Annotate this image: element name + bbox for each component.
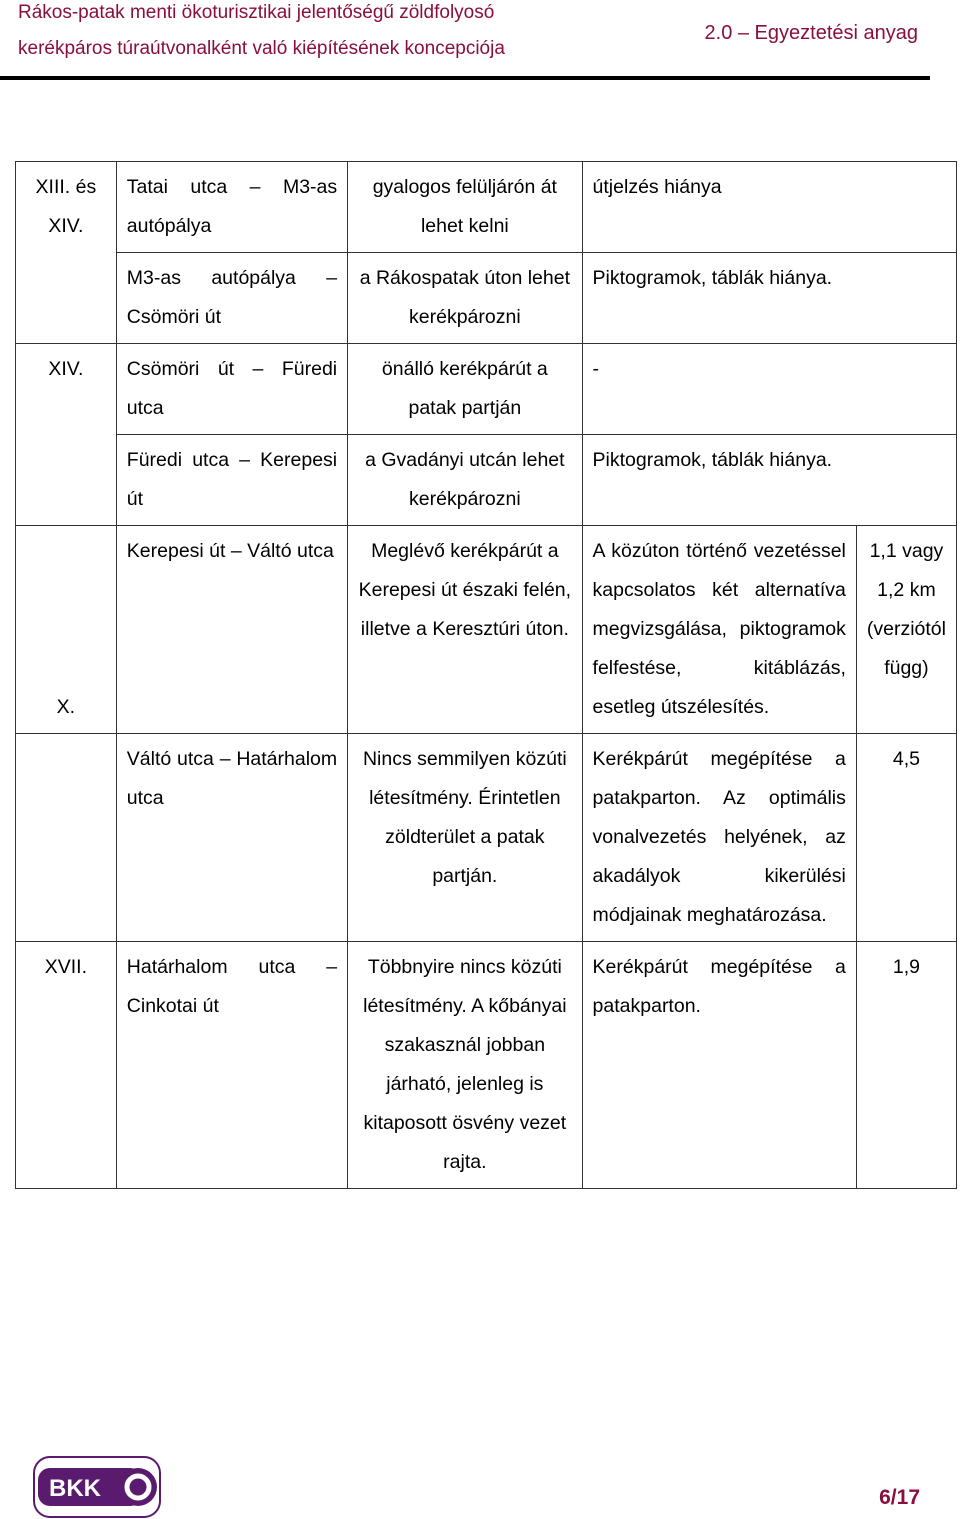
table-row (16, 253, 957, 344)
header-rule (0, 76, 930, 80)
state-cell: Meglévő kerékpárút a Kerepesi út északi felén, illetve a Keresztúri úton. (348, 526, 582, 734)
segment-cell: Váltó utca – Határhalom utca (116, 734, 347, 942)
section-cell: XVII. (16, 942, 117, 1189)
segment-cell: M3-as autópálya – Csömöri út (116, 253, 347, 344)
document-title (18, 0, 505, 62)
task-cell: Kerékpárút megépítése a patakparton. (582, 942, 856, 1189)
table-row (16, 942, 957, 1189)
state-cell: önálló kerékpárút a patak partján (348, 344, 582, 435)
state-cell: a Gvadányi utcán lehet kerékpározni (348, 435, 582, 526)
section-cell: XIII. és XIV. (16, 162, 117, 344)
task-cell: A közúton történő vezetéssel kapcsolatos két alternatíva megvizsgálása, piktogramok felfestése, kitáblázás, esetleg útszélesítés. (582, 526, 856, 734)
section-cell: XIV. (16, 344, 117, 526)
bkk-logo (33, 1456, 161, 1518)
segment-cell: Füredi utca – Kerepesi út (116, 435, 347, 526)
task-cell: Piktogramok, táblák hiánya. (582, 435, 956, 526)
table-row (16, 344, 957, 435)
segment-cell: Csömöri út – Füredi utca (116, 344, 347, 435)
route-table (15, 161, 957, 1189)
table-row (16, 734, 957, 942)
length-cell: 1,1 vagy 1,2 km (verziótól függ) (856, 526, 956, 734)
section-cell: X. (16, 526, 117, 734)
task-cell: Piktogramok, táblák hiánya. (582, 253, 956, 344)
state-cell: gyalogos felüljárón át lehet kelni (348, 162, 582, 253)
state-cell: Többnyire nincs közúti létesítmény. A kőbányai szakasznál jobban járható, jelenleg is kitaposott ösvény vezet rajta. (348, 942, 582, 1189)
table-row (16, 526, 957, 734)
length-cell: 4,5 (856, 734, 956, 942)
title-line-2: kerékpáros túraútvonalként való kiépítésének koncepciója (18, 38, 505, 59)
state-cell: a Rákospatak úton lehet kerékpározni (348, 253, 582, 344)
page-number: 6/17 (879, 1486, 920, 1509)
segment-cell: Tatai utca – M3-as autópálya (116, 162, 347, 253)
version-label: 2.0 – Egyeztetési anyag (704, 22, 918, 44)
task-cell: - (582, 344, 956, 435)
table-row (16, 162, 957, 253)
segment-cell: Kerepesi út – Váltó utca (116, 526, 347, 734)
logo-text: BKK (49, 1475, 101, 1502)
title-line-1: Rákos-patak menti ökoturisztikai jelentőségű zöldfolyosó (18, 2, 495, 23)
task-cell: Kerékpárút megépítése a patakparton. Az optimális vonalvezetés helyének, az akadályok kikerülési módjainak meghatározása. (582, 734, 856, 942)
table-row (16, 435, 957, 526)
task-cell: útjelzés hiánya (582, 162, 956, 253)
length-cell: 1,9 (856, 942, 956, 1189)
state-cell: Nincs semmilyen közúti létesítmény. Érintetlen zöldterület a patak partján. (348, 734, 582, 942)
section-cell (16, 734, 117, 942)
segment-cell: Határhalom utca – Cinkotai út (116, 942, 347, 1189)
